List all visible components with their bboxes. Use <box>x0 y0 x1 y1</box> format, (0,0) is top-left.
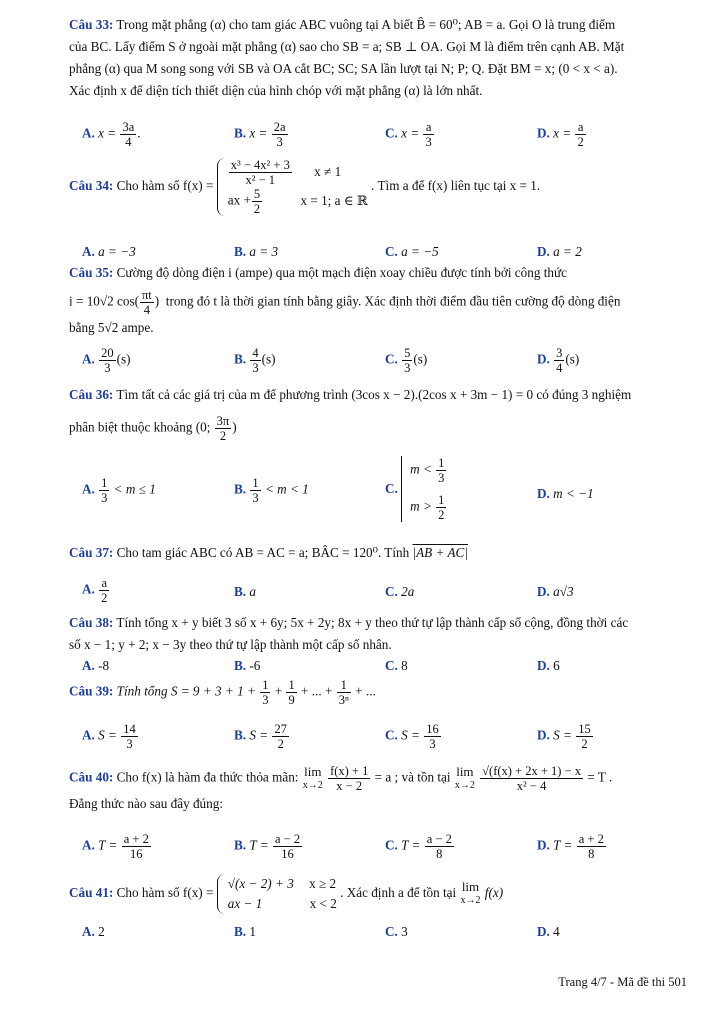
option-label: A. <box>82 125 95 141</box>
option-label: B. <box>234 924 247 939</box>
option-text: a = 2 <box>553 244 582 259</box>
fraction-denominator: 3 <box>276 135 283 149</box>
fraction-numerator: a + 2 <box>578 832 604 846</box>
question-text: Cho tam giác ABC có AB = AC = a; BÂC = 120⁰. Tính <box>116 545 410 560</box>
option-text: S = <box>249 727 269 743</box>
fraction-numerator: 4 <box>252 346 259 360</box>
fraction-denominator: 16 <box>130 847 143 861</box>
question-text: Tính tổng S = 9 + 3 + 1 + <box>116 683 256 699</box>
fraction-numerator: 5 <box>253 187 261 201</box>
option-text: x = <box>553 125 572 141</box>
vector-expression: |AB + AC| <box>412 545 468 560</box>
option-label: D. <box>537 351 550 367</box>
option-text: a = −3 <box>98 244 136 259</box>
fraction-denominator: 3 <box>252 491 259 505</box>
fraction-numerator: 3 <box>556 346 563 360</box>
question-label: Câu 41: <box>69 885 114 901</box>
question-text: Tìm tất cả các giá trị của m để phương trình (3cos x − 2).(2cos x + 3m − 1) = 0 có đúng 3 nghiệm <box>116 387 632 402</box>
option-text: S = <box>553 727 572 743</box>
answers-34 <box>82 244 682 262</box>
option-text: (s) <box>261 351 276 367</box>
fraction-denominator: 2 <box>219 429 227 443</box>
option-label: A. <box>82 837 95 853</box>
question-36 <box>69 384 689 443</box>
option-text: x = <box>249 125 268 141</box>
fraction-denominator: x² − 1 <box>245 173 276 187</box>
answers-38 <box>82 658 682 676</box>
fraction-denominator: 3 <box>429 737 436 751</box>
option-text: . <box>137 125 141 141</box>
question-label: Câu 36: <box>69 387 114 402</box>
condition: x ≥ 2 <box>309 876 337 891</box>
fraction-denominator: 3 <box>101 491 108 505</box>
fraction-numerator: a <box>99 576 109 591</box>
fraction-denominator: 2 <box>577 135 584 149</box>
question-33 <box>69 14 689 102</box>
fraction-numerator: x³ − 4x² + 3 <box>230 158 290 172</box>
expression: √(x − 2) + 3 <box>227 876 294 891</box>
question-label: Câu 35: <box>69 265 114 280</box>
fraction-denominator: x² − 4 <box>516 779 547 793</box>
option-label: D. <box>537 125 550 141</box>
question-text: ) <box>232 419 237 435</box>
fraction-denominator: 2 <box>438 508 445 522</box>
option-text: a <box>249 584 256 599</box>
fraction-denominator: 2 <box>101 591 108 605</box>
question-text: trong đó t là thời gian tính bằng giây. Xác định thời điểm đầu tiên cường độ dòng điện <box>165 293 621 309</box>
answers-35 <box>82 346 682 380</box>
question-35 <box>69 262 689 339</box>
question-label: Câu 37: <box>69 545 114 560</box>
fraction-numerator: a <box>575 120 585 135</box>
fraction-numerator: 14 <box>123 722 136 736</box>
option-label: C. <box>385 584 398 599</box>
question-label: Câu 33: <box>69 17 114 32</box>
option-label: D. <box>537 584 550 599</box>
option-text: T = <box>249 837 269 853</box>
question-text: . Tìm a để f(x) liên tục tại x = 1. <box>371 178 541 194</box>
fraction-numerator: 1 <box>438 456 445 470</box>
fraction-numerator: 3π <box>216 414 230 428</box>
fraction-numerator: a − 2 <box>274 832 301 846</box>
option-label: C. <box>385 924 398 939</box>
answers-39 <box>82 722 682 756</box>
limit-symbol: lim <box>461 879 480 894</box>
option-text: T = <box>553 837 573 853</box>
option-text: a = −5 <box>401 244 439 259</box>
option-label: C. <box>385 837 398 853</box>
limit-subscript: x→2 <box>454 779 475 791</box>
option-label: C. <box>385 125 398 141</box>
option-text: < m < 1 <box>264 481 309 497</box>
option-label: A. <box>82 924 95 939</box>
option-label: A. <box>82 727 95 743</box>
formula: ) <box>154 293 160 309</box>
question-text: Cho hàm số f(x) = <box>116 178 214 194</box>
condition: x = 1; a ∈ ℝ <box>300 192 368 208</box>
fraction-numerator: 5 <box>404 346 411 360</box>
question-text: Cường độ dòng điện i (ampe) qua một mạch điện xoay chiều được tính bởi công thức <box>116 265 567 280</box>
question-34 <box>69 158 689 216</box>
option-text: 6 <box>553 658 560 673</box>
fraction-numerator: a <box>423 120 433 135</box>
fraction-numerator: 1 <box>337 678 351 693</box>
question-text: Trong mặt phẳng (α) cho tam giác ABC vuông tại A biết B̂ = 60⁰; AB = a. Gọi O là trung điểm <box>116 17 616 32</box>
answers-41 <box>82 924 682 942</box>
condition: x < 2 <box>309 896 337 911</box>
condition: x ≠ 1 <box>314 163 342 179</box>
option-label: B. <box>234 658 247 673</box>
fraction-denominator: 4 <box>556 361 563 375</box>
question-text: phẳng (α) qua M song song với SB và OA cắt BC; SC; SA lần lượt tại N; P; Q. Đặt BM = x; (0 < x < a). <box>69 61 618 76</box>
fraction-numerator: 1 <box>438 493 445 507</box>
expression: ax − 1 <box>227 896 263 911</box>
fraction-numerator: 16 <box>426 722 439 736</box>
option-label: B. <box>234 837 247 853</box>
option-label: C. <box>385 351 398 367</box>
limit-subscript: x→2 <box>460 895 481 906</box>
question-label: Câu 39: <box>69 683 114 699</box>
option-text: -8 <box>98 658 110 673</box>
page-footer: Trang 4/7 - Mã đề thi 501 <box>558 975 687 989</box>
fraction-denominator: 2 <box>253 202 261 216</box>
option-text: 4 <box>553 924 560 939</box>
fraction-numerator: a − 2 <box>426 832 452 846</box>
fraction-numerator: √(f(x) + 2x + 1) − x <box>482 764 581 778</box>
option-label: B. <box>234 584 247 599</box>
option-label: D. <box>537 244 550 259</box>
fraction-denominator: 9 <box>288 693 295 707</box>
option-bracket <box>401 456 447 522</box>
question-text: Xác định x để diện tích thiết diện của hình chóp với mặt phẳng (α) là lớn nhất. <box>69 83 483 98</box>
question-38 <box>69 612 689 656</box>
option-text: (s) <box>116 351 131 367</box>
option-label: A. <box>82 351 95 367</box>
question-label: Câu 40: <box>69 769 114 785</box>
fraction-denominator: 3 <box>404 361 411 375</box>
question-text: Tính tổng x + y biết 3 số x + 6y; 5x + 2y; 8x + y theo thứ tự lập thành cấp số cộng, đồng thời các <box>116 615 629 630</box>
option-label: D. <box>537 486 550 501</box>
option-text: 1 <box>249 924 256 939</box>
fraction-numerator: πt <box>141 288 152 302</box>
piecewise-function <box>217 158 368 216</box>
fraction-numerator: 15 <box>578 722 591 736</box>
fraction-numerator: 20 <box>101 346 114 360</box>
fraction-numerator: 27 <box>274 722 287 736</box>
fraction-denominator: 3 <box>262 693 269 707</box>
option-label: B. <box>234 481 247 497</box>
option-text: a = 3 <box>249 244 279 259</box>
answers-40 <box>82 832 682 866</box>
option-text: 8 <box>401 658 408 673</box>
fraction-denominator: 4 <box>143 303 150 317</box>
fraction-numerator: 3a <box>122 120 135 134</box>
fraction-numerator: 1 <box>262 678 269 692</box>
option-text: 2 <box>98 924 105 939</box>
option-label: B. <box>234 727 247 743</box>
answers-36 <box>82 456 682 534</box>
fraction-denominator: 3 <box>104 361 111 375</box>
question-text: Đẳng thức nào sau đây đúng: <box>69 796 224 811</box>
option-text: 2a <box>401 584 415 599</box>
question-text: f(x) <box>484 885 504 901</box>
fraction-numerator: f(x) + 1 <box>330 764 369 778</box>
question-41 <box>69 874 689 914</box>
option-label: B. <box>234 125 247 141</box>
question-37 <box>69 542 689 564</box>
option-label: C. <box>385 481 398 496</box>
option-text: x = <box>98 125 117 141</box>
question-text: Cho f(x) là hàm đa thức thỏa mãn: <box>116 769 299 785</box>
limit-symbol: lim <box>456 763 474 779</box>
option-label: B. <box>234 244 247 259</box>
option-text: -6 <box>249 658 261 673</box>
fraction-denominator: 8 <box>588 847 595 861</box>
option-label: D. <box>537 727 550 743</box>
option-label: C. <box>385 727 398 743</box>
fraction-denominator: 3 <box>252 361 259 375</box>
fraction-denominator: 2 <box>277 737 284 751</box>
fraction-denominator: 3 <box>425 135 432 149</box>
fraction-denominator: 3ⁿ <box>338 693 349 707</box>
question-text: + ... <box>355 683 376 699</box>
option-label: B. <box>234 351 247 367</box>
fraction-denominator: 4 <box>125 135 132 149</box>
question-text: + ... + <box>301 683 333 699</box>
fraction-numerator: a + 2 <box>123 832 149 846</box>
question-text: Cho hàm số f(x) = <box>116 885 214 901</box>
fraction-denominator: 2 <box>581 737 588 751</box>
option-label: C. <box>385 244 398 259</box>
option-label: D. <box>537 658 550 673</box>
answers-33 <box>82 120 682 154</box>
option-text: (s) <box>565 351 580 367</box>
question-label: Câu 34: <box>69 178 114 194</box>
option-text: S = <box>401 727 420 743</box>
question-39: Câu 39: Tính tổng S = 9 + 3 + 1 + $\frac{1}{3}$ + $\frac{1}{9}$ + ... + $\frac{1}{\text{3ⁿ}}$ + ... <box>69 678 376 707</box>
fraction-numerator: 1 <box>101 476 108 490</box>
formula: i = 10√2 cos( <box>69 293 139 309</box>
option-text: a√3 <box>553 584 574 599</box>
option-text: 3 <box>401 924 408 939</box>
question-text: = a ; và tồn tại <box>374 769 451 785</box>
question-40 <box>69 764 689 815</box>
option-text: m < <box>410 461 432 477</box>
option-text: (s) <box>413 351 428 367</box>
option-text: T = <box>98 837 118 853</box>
option-label: A. <box>82 481 95 497</box>
fraction-denominator: 3 <box>126 737 133 751</box>
option-text: < m ≤ 1 <box>113 481 156 497</box>
question-label: Câu 38: <box>69 615 114 630</box>
option-label: A. <box>82 244 95 259</box>
question-text: của BC. Lấy điểm S ở ngoài mặt phẳng (α) sao cho SB = a; SB ⊥ OA. Gọi M là điểm trên cạnh AB. Mặt <box>69 39 625 54</box>
question-text: bằng 5√2 ampe. <box>69 320 154 335</box>
question-text: số x − 1; y + 2; x − 3y theo thứ tự lập thành một cấp số nhân. <box>69 637 392 652</box>
option-label: A. <box>82 581 95 597</box>
option-text: m > <box>410 498 432 514</box>
option-text: T = <box>401 837 421 853</box>
option-label: D. <box>537 924 550 939</box>
fraction-numerator: 2a <box>273 120 286 134</box>
fraction-numerator: 1 <box>288 678 295 692</box>
limit-symbol: lim <box>304 763 322 779</box>
fraction-denominator: x − 2 <box>336 779 363 793</box>
question-text: phân biệt thuộc khoảng (0; <box>69 419 211 435</box>
option-text: x = <box>401 125 420 141</box>
option-text: S = <box>98 727 117 743</box>
question-text: = T . <box>587 769 613 785</box>
fraction-denominator: 3 <box>438 471 445 485</box>
question-text: . Xác định a để tồn tại <box>340 885 457 901</box>
answers-37 <box>82 576 682 610</box>
fraction-denominator: 16 <box>281 847 294 861</box>
option-text: m < −1 <box>553 486 594 501</box>
limit-subscript: x→2 <box>302 779 323 791</box>
option-label: A. <box>82 658 95 673</box>
option-label: C. <box>385 658 398 673</box>
piecewise-function <box>217 874 337 914</box>
fraction-denominator: 8 <box>436 847 443 861</box>
fraction-numerator: 1 <box>252 476 259 490</box>
expression: ax + <box>227 192 251 208</box>
option-label: D. <box>537 837 550 853</box>
